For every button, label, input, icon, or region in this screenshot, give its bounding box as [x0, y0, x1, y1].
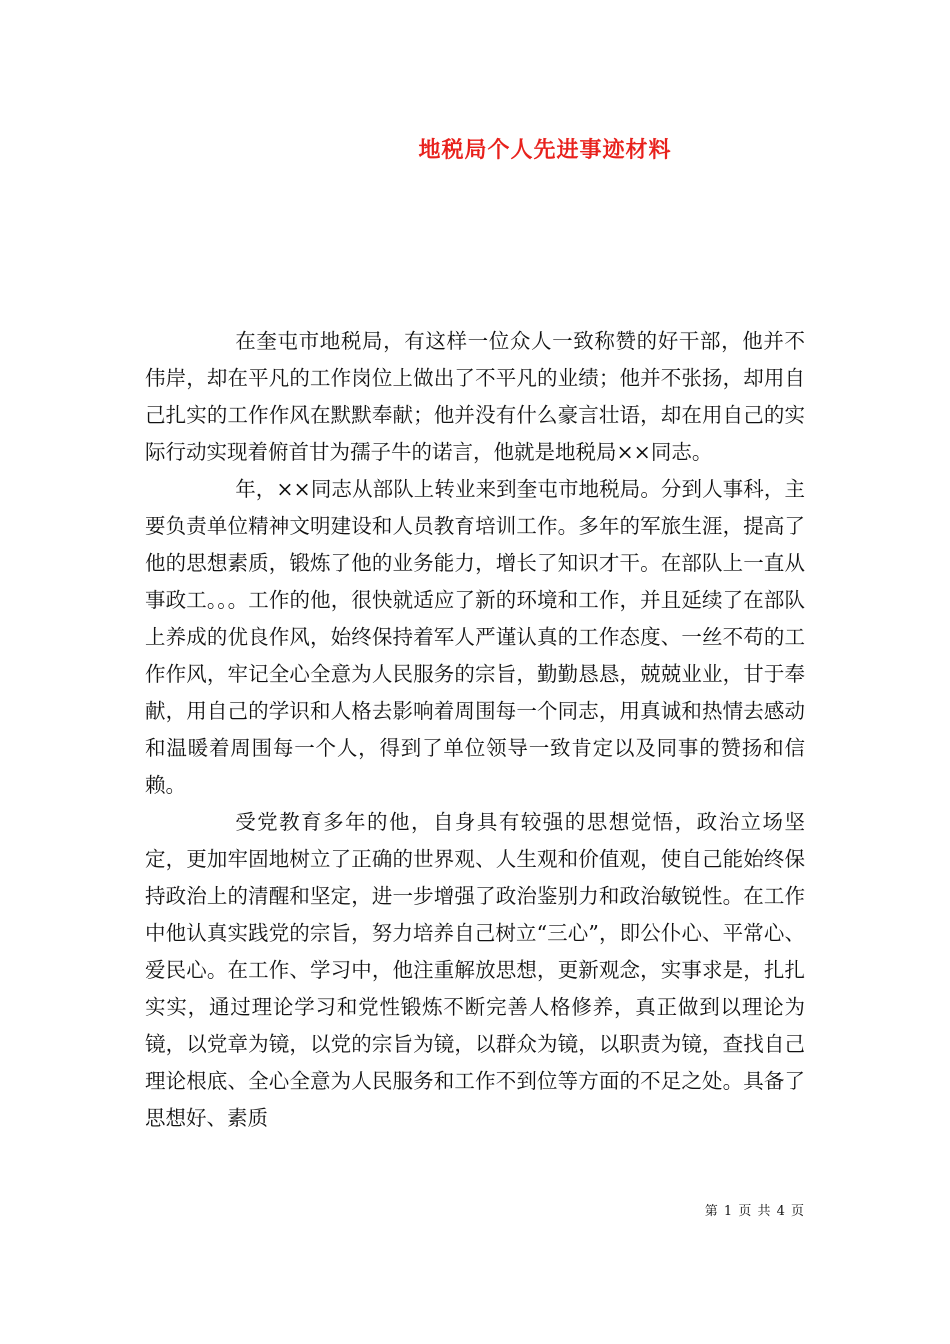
paragraph-1: 在奎屯市地税局，有这样一位众人一致称赞的好干部，他并不伟岸，却在平凡的工作岗位上做出了不平凡的业绩；他并不张扬，却用自己扎实的工作作风在默默奉献；他并没有什么豪言壮语，却在用自己的实际行动实现着俯首甘为孺子牛的诺言，他就是地税局××同志。: [145, 329, 805, 464]
page-number-footer: 第 1 页 共 4 页: [704, 1204, 805, 1219]
paragraph-2: 年，××同志从部队上转业来到奎屯市地税局。分到人事科，主要负责单位精神文明建设和人员教育培训工作。多年的军旅生涯，提高了他的思想素质，锻炼了他的业务能力，增长了知识才干。在部队上一直从事政工。。。工作的他，很快就适应了新的环境和工作，并且延续了在部队上养成的优良作风，始终保持着军人严谨认真的工作态度、一丝不苟的工作作风，牢记全心全意为人民服务的宗旨，勤勤恳恳，兢兢业业，甘于奉献，用自己的学识和人格去影响着周围每一个同志，用真诚和热情去感动和温暖着周围每一个人，得到了单位领导一致肯定以及同事的赞扬和信赖。: [145, 477, 805, 797]
document-title: 地税局个人先进事迹材料: [418, 137, 672, 163]
paragraph-3: 受党教育多年的他，自身具有较强的思想觉悟，政治立场坚定，更加牢固地树立了正确的世界观、人生观和价值观，使自己能始终保持政治上的清醒和坚定，进一步增强了政治鉴别力和政治敏锐性。在工作中他认真实践党的宗旨，努力培养自己树立“三心”，即公仆心、平常心、爱民心。在工作、学习中，他注重解放思想，更新观念，实事求是，扎扎实实，通过理论学习和党性锻炼不断完善人格修养，真正做到以理论为镜，以党章为镜，以党的宗旨为镜，以群众为镜，以职责为镜，查找自己理论根底、全心全意为人民服务和工作不到位等方面的不足之处。具备了思想好、素质: [145, 810, 805, 1130]
document-body: [145, 323, 805, 1137]
